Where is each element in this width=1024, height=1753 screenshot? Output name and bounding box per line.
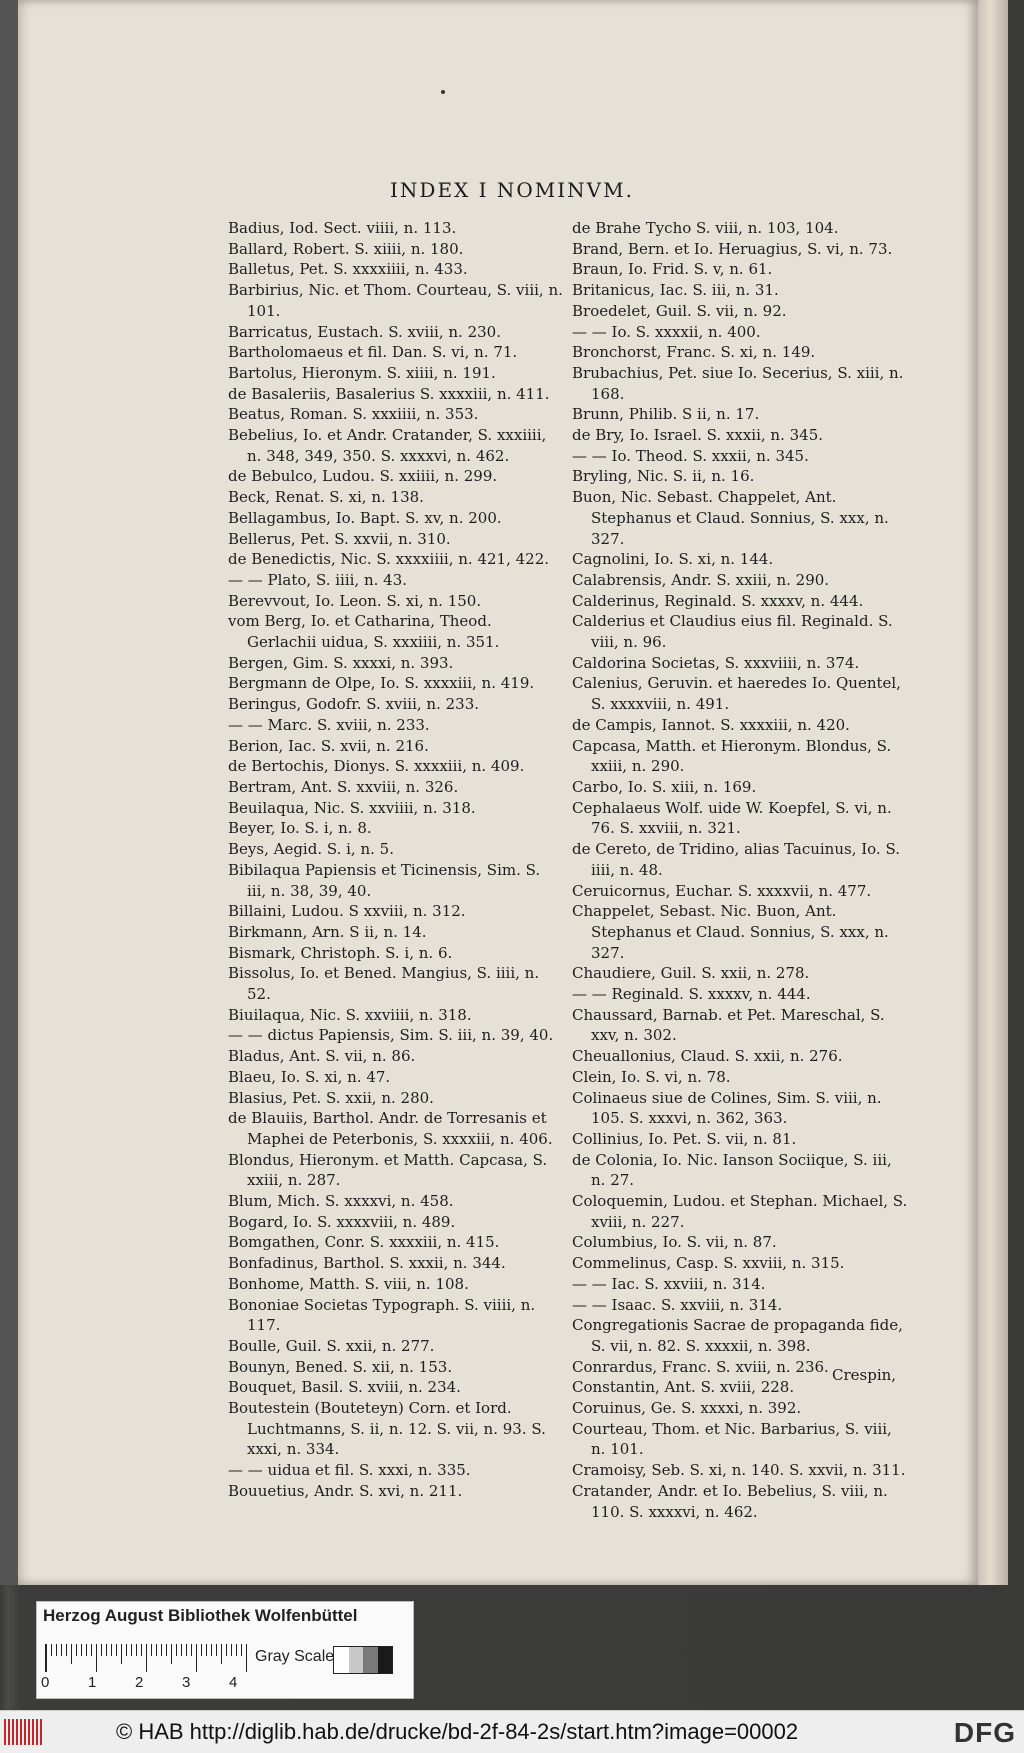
- ruler-tick: [166, 1644, 167, 1656]
- ruler-tick: [106, 1644, 107, 1656]
- ruler-tick: [151, 1644, 152, 1656]
- index-entry: de Benedictis, Nic. S. xxxxiiii, n. 421, 422.: [228, 550, 550, 569]
- index-entry: Bartolus, Hieronym. S. xiiii, n. 191.: [228, 363, 496, 382]
- index-entry: Chaussard, Barnab. et Pet. Mareschal, S. xxv, n. 302.: [572, 1005, 885, 1045]
- ruler-tick: [136, 1644, 137, 1656]
- index-entry: Bellerus, Pet. S. xxvii, n. 310.: [228, 529, 451, 548]
- index-entry: Columbius, Io. S. vii, n. 87.: [572, 1233, 777, 1252]
- index-entry: Bladus, Ant. S. vii, n. 86.: [228, 1047, 416, 1066]
- index-entry: Bogard, Io. S. xxxxviii, n. 489.: [228, 1212, 456, 1231]
- index-entry: de Bebulco, Ludou. S. xxiiii, n. 299.: [228, 467, 498, 486]
- index-entry: — — dictus Papiensis, Sim. S. iii, n. 39, 40.: [228, 1026, 554, 1045]
- index-entry: — — Io. S. xxxxii, n. 400.: [572, 322, 761, 341]
- index-entry: Cheuallonius, Claud. S. xxii, n. 276.: [572, 1047, 843, 1066]
- index-entry: Bonfadinus, Barthol. S. xxxii, n. 344.: [228, 1254, 506, 1273]
- index-entry: — — Marc. S. xviii, n. 233.: [228, 715, 430, 734]
- ruler-tick: [176, 1644, 177, 1656]
- gray-swatch: [334, 1647, 349, 1673]
- index-entry: Cratander, Andr. et Io. Bebelius, S. viii, n. 110. S. xxxxvi, n. 462.: [572, 1481, 888, 1521]
- ruler-tick: [111, 1644, 112, 1656]
- ruler-tick: [246, 1644, 247, 1672]
- index-entry: Bouuetius, Andr. S. xvi, n. 211.: [228, 1481, 463, 1500]
- index-entry: Boutestein (Bouteteyn) Corn. et Iord. Luchtmanns, S. ii, n. 12. S. vii, n. 93. S. xxxi, n. 334.: [228, 1399, 546, 1459]
- library-name: Herzog August Bibliothek Wolfenbüttel: [43, 1606, 358, 1625]
- page-heading: INDEX I NOMINVM.: [390, 178, 634, 202]
- index-entry: Chappelet, Sebast. Nic. Buon, Ant. Stephanus et Claud. Sonnius, S. xxx, n. 327.: [572, 902, 889, 962]
- page-edge: [978, 0, 1008, 1585]
- index-entry: Bismark, Christoph. S. i, n. 6.: [228, 943, 453, 962]
- ruler-tick: [236, 1644, 237, 1656]
- index-entry: Cephalaeus Wolf. uide W. Koepfel, S. vi, n. 76. S. xxviii, n. 321.: [572, 798, 892, 838]
- catchword: Crespin,: [832, 1366, 897, 1384]
- ruler-tick: [171, 1644, 172, 1664]
- ruler-tick: [146, 1644, 147, 1672]
- index-entry: de Campis, Iannot. S. xxxxiii, n. 420.: [572, 715, 850, 734]
- scale-number: 0: [41, 1674, 50, 1691]
- index-entry: Blum, Mich. S. xxxxvi, n. 458.: [228, 1192, 454, 1211]
- index-entry: Calenius, Geruvin. et haeredes Io. Quentel, S. xxxxviii, n. 491.: [572, 674, 901, 714]
- index-entry: Collinius, Io. Pet. S. vii, n. 81.: [572, 1129, 797, 1148]
- ruler-tick: [186, 1644, 187, 1656]
- index-entry: Barbirius, Nic. et Thom. Courteau, S. viii, n. 101.: [228, 281, 563, 320]
- ruler-tick: [156, 1644, 157, 1656]
- index-entry: Balletus, Pet. S. xxxxiiii, n. 433.: [228, 260, 468, 279]
- ruler-tick: [51, 1644, 52, 1656]
- ruler-tick: [61, 1644, 62, 1656]
- ruler-tick: [141, 1644, 142, 1656]
- index-entry: Beys, Aegid. S. i, n. 5.: [228, 840, 394, 859]
- ruler-tick: [201, 1644, 202, 1656]
- index-entry: — — Iac. S. xxviii, n. 314.: [572, 1274, 766, 1293]
- index-entry: Bellagambus, Io. Bapt. S. xv, n. 200.: [228, 508, 502, 527]
- index-entry: — — Plato, S. iiii, n. 43.: [228, 570, 408, 589]
- index-entry: Bebelius, Io. et Andr. Cratander, S. xxxiiii, n. 348, 349, 350. S. xxxxvi, n. 462.: [228, 426, 547, 465]
- ruler-tick: [121, 1644, 122, 1664]
- index-entry: Bronchorst, Franc. S. xi, n. 149.: [572, 343, 816, 362]
- gray-scale-label: Gray Scale: [255, 1648, 335, 1665]
- index-entry: Bounyn, Bened. S. xii, n. 153.: [228, 1357, 453, 1376]
- ruler-tick: [211, 1644, 212, 1656]
- index-entry: Clein, Io. S. vi, n. 78.: [572, 1067, 731, 1086]
- index-entry: Beck, Renat. S. xi, n. 138.: [228, 488, 424, 507]
- index-entry: Braun, Io. Frid. S. v, n. 61.: [572, 260, 773, 279]
- scale-number: 4: [229, 1674, 238, 1691]
- ruler-tick: [101, 1644, 102, 1656]
- ruler-tick: [91, 1644, 92, 1656]
- library-color-target: [36, 1601, 414, 1699]
- ruler-tick: [66, 1644, 67, 1656]
- scale-number: 2: [135, 1674, 144, 1691]
- index-entry: Badius, Iod. Sect. viiii, n. 113.: [228, 219, 457, 237]
- scale-number: 3: [182, 1674, 191, 1691]
- index-entry: Carbo, Io. S. xiii, n. 169.: [572, 777, 757, 796]
- index-entry: Berevvout, Io. Leon. S. xi, n. 150.: [228, 591, 482, 610]
- scale-number: 1: [88, 1674, 97, 1691]
- index-entry: Beuilaqua, Nic. S. xxviiii, n. 318.: [228, 798, 476, 817]
- gray-scale-swatches: [333, 1646, 393, 1674]
- index-entry: — — Isaac. S. xxviii, n. 314.: [572, 1295, 783, 1314]
- index-entry: Brand, Bern. et Io. Heruagius, S. vi, n. 73.: [572, 239, 893, 258]
- scale-numbers: [41, 1674, 276, 1691]
- ruler-tick: [221, 1644, 222, 1664]
- ruler-tick: [71, 1644, 72, 1664]
- index-entry: Bononiae Societas Typograph. S. viiii, n. 117.: [228, 1295, 536, 1335]
- ruler-tick: [126, 1644, 127, 1656]
- index-entry: Bergmann de Olpe, Io. S. xxxxiii, n. 419.: [228, 674, 535, 693]
- index-entry: de Basaleriis, Basalerius S. xxxxiii, n. 411.: [228, 384, 550, 403]
- gray-swatch: [378, 1647, 393, 1673]
- index-entry: Calderius et Claudius eius fil. Reginald. S. viii, n. 96.: [572, 612, 893, 652]
- ruler-tick: [226, 1644, 227, 1656]
- index-entry: Britanicus, Iac. S. iii, n. 31.: [572, 281, 779, 300]
- index-entry: Coruinus, Ge. S. xxxxi, n. 392.: [572, 1399, 802, 1418]
- ruler-tick: [86, 1644, 87, 1656]
- ruler-tick: [216, 1644, 217, 1656]
- dfg-logo: DFG: [953, 1717, 1016, 1748]
- index-entry: Bertram, Ant. S. xxviii, n. 326.: [228, 777, 459, 796]
- index-entry: — — uidua et fil. S. xxxi, n. 335.: [228, 1461, 471, 1480]
- index-entry: Barricatus, Eustach. S. xviii, n. 230.: [228, 322, 501, 341]
- index-entry: de Blauiis, Barthol. Andr. de Torresanis et Maphei de Peterbonis, S. xxxxiii, n. 406.: [228, 1109, 553, 1148]
- index-entry: Bibilaqua Papiensis et Ticinensis, Sim. S. iii, n. 38, 39, 40.: [228, 860, 541, 900]
- index-entry: Biuilaqua, Nic. S. xxviiii, n. 318.: [228, 1005, 472, 1024]
- index-entry: Chaudiere, Guil. S. xxii, n. 278.: [572, 964, 810, 983]
- viewer-footer: [0, 1710, 1024, 1753]
- index-entry: Bergen, Gim. S. xxxxi, n. 393.: [228, 653, 454, 672]
- ruler-tick: [206, 1644, 207, 1656]
- index-entry: Brunn, Philib. S ii, n. 17.: [572, 405, 760, 424]
- index-entry: Beatus, Roman. S. xxxiiii, n. 353.: [228, 405, 479, 424]
- index-entry: Cagnolini, Io. S. xi, n. 144.: [572, 550, 774, 569]
- index-entry: de Colonia, Io. Nic. Ianson Sociique, S. iii, n. 27.: [572, 1150, 892, 1190]
- index-entry: Cramoisy, Seb. S. xi, n. 140. S. xxvii, n. 311.: [572, 1461, 906, 1480]
- index-entry: de Brahe Tycho S. viii, n. 103, 104.: [572, 219, 839, 237]
- ruler-tick: [196, 1644, 197, 1672]
- index-entry: Billaini, Ludou. S xxviii, n. 312.: [228, 902, 466, 921]
- index-entry: Commelinus, Casp. S. xxviii, n. 315.: [572, 1254, 845, 1273]
- ruler-tick: [191, 1644, 192, 1656]
- index-entry: Constantin, Ant. S. xviii, 228.: [572, 1378, 795, 1397]
- index-entry: Blondus, Hieronym. et Matth. Capcasa, S. xxiii, n. 287.: [228, 1150, 548, 1190]
- index-entry: Bonhome, Matth. S. viii, n. 108.: [228, 1274, 469, 1293]
- scale-ruler: [45, 1644, 254, 1672]
- index-entry: Congregationis Sacrae de propaganda fide, S. vii, n. 82. S. xxxxii, n. 398.: [572, 1316, 903, 1355]
- index-entry: Buon, Nic. Sebast. Chappelet, Ant. Stephanus et Claud. Sonnius, S. xxx, n. 327.: [572, 488, 889, 548]
- ruler-tick: [181, 1644, 182, 1656]
- page-mark: [441, 90, 445, 94]
- index-entry: — — Reginald. S. xxxxv, n. 444.: [572, 985, 811, 1004]
- ruler-tick: [241, 1644, 242, 1656]
- ruler-tick: [131, 1644, 132, 1656]
- gray-swatch: [363, 1647, 378, 1673]
- index-entry: Boulle, Guil. S. xxii, n. 277.: [228, 1336, 435, 1355]
- ruler-tick: [231, 1644, 232, 1656]
- index-entry: Calderinus, Reginald. S. xxxxv, n. 444.: [572, 591, 864, 610]
- ruler-tick: [116, 1644, 117, 1656]
- index-entry: Ceruicornus, Euchar. S. xxxxvii, n. 477.: [572, 881, 872, 900]
- index-column-left: [228, 218, 563, 1502]
- index-entry: Coloquemin, Ludou. et Stephan. Michael, S. xviii, n. 227.: [572, 1192, 908, 1231]
- index-entry: de Bertochis, Dionys. S. xxxxiii, n. 409.: [228, 757, 525, 776]
- index-entry: Colinaeus siue de Colines, Sim. S. viii, n. 105. S. xxxvi, n. 362, 363.: [572, 1088, 882, 1128]
- barcode-icon: [4, 1719, 46, 1745]
- index-entry: — — Io. Theod. S. xxxii, n. 345.: [572, 446, 809, 465]
- index-entry: Bouquet, Basil. S. xviii, n. 234.: [228, 1378, 461, 1397]
- index-entry: Bissolus, Io. et Bened. Mangius, S. iiii, n. 52.: [228, 964, 540, 1004]
- ruler-tick: [96, 1644, 97, 1672]
- index-entry: Bryling, Nic. S. ii, n. 16.: [572, 467, 755, 486]
- index-entry: Calabrensis, Andr. S. xxiii, n. 290.: [572, 570, 830, 589]
- index-entry: Ballard, Robert. S. xiiii, n. 180.: [228, 239, 464, 258]
- index-entry: Courteau, Thom. et Nic. Barbarius, S. viii, n. 101.: [572, 1419, 892, 1459]
- index-entry: Brubachius, Pet. siue Io. Secerius, S. xiii, n. 168.: [572, 363, 904, 403]
- index-entry: Blasius, Pet. S. xxii, n. 280.: [228, 1088, 434, 1107]
- ruler-tick: [161, 1644, 162, 1656]
- index-entry: de Bry, Io. Israel. S. xxxii, n. 345.: [572, 426, 824, 445]
- ruler-tick: [76, 1644, 77, 1656]
- index-entry: Berion, Iac. S. xvii, n. 216.: [228, 736, 429, 755]
- index-entry: Bartholomaeus et fil. Dan. S. vi, n. 71.: [228, 343, 518, 362]
- index-entry: Caldorina Societas, S. xxxviiii, n. 374.: [572, 653, 860, 672]
- index-entry: Birkmann, Arn. S ii, n. 14.: [228, 922, 427, 941]
- book-spine: [0, 0, 18, 1585]
- index-entry: Blaeu, Io. S. xi, n. 47.: [228, 1067, 391, 1086]
- ruler-tick: [56, 1644, 57, 1656]
- index-entry: Broedelet, Guil. S. vii, n. 92.: [572, 301, 787, 320]
- index-entry: vom Berg, Io. et Catharina, Theod. Gerlachii uidua, S. xxxiiii, n. 351.: [228, 612, 500, 652]
- index-column-right: [572, 218, 908, 1522]
- ruler-tick: [81, 1644, 82, 1656]
- ruler-tick: [46, 1644, 47, 1672]
- index-entry: Beringus, Godofr. S. xviii, n. 233.: [228, 695, 480, 714]
- source-url[interactable]: © HAB http://diglib.hab.de/drucke/bd-2f-84-2s/start.htm?image=00002: [116, 1719, 799, 1744]
- index-entry: Bomgathen, Conr. S. xxxxiii, n. 415.: [228, 1233, 500, 1252]
- gray-swatch: [349, 1647, 364, 1673]
- index-entry: de Cereto, de Tridino, alias Tacuinus, Io. S. iiii, n. 48.: [572, 840, 900, 879]
- index-entry: Conrardus, Franc. S. xviii, n. 236.: [572, 1357, 829, 1376]
- index-entry: Beyer, Io. S. i, n. 8.: [228, 819, 372, 838]
- index-entry: Capcasa, Matth. et Hieronym. Blondus, S. xxiii, n. 290.: [572, 736, 892, 776]
